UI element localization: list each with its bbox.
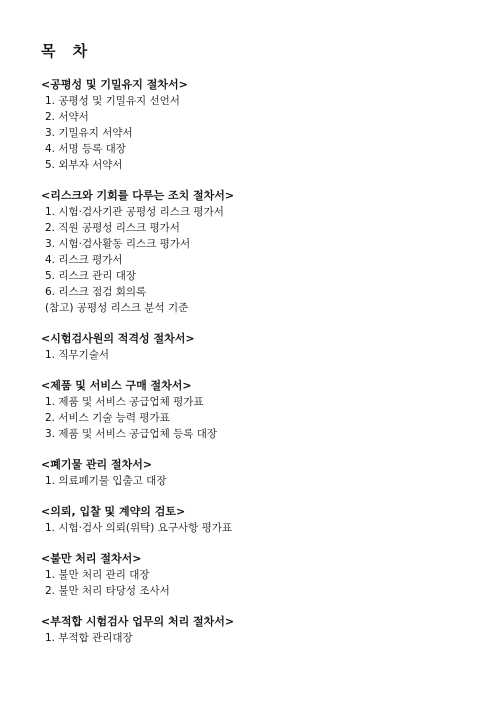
toc-section <box>41 614 471 646</box>
toc-item: 5. 외부자 서약서 <box>45 159 123 171</box>
toc-section <box>41 331 471 363</box>
toc-item: 2. 불만 처리 타당성 조사서 <box>45 585 170 597</box>
toc-item: 1. 부적합 관리대장 <box>45 632 133 644</box>
section-heading: <리스크와 기회를 다루는 조치 절차서> <box>41 189 235 202</box>
page-title: 목 차 <box>41 42 94 60</box>
toc-section <box>41 188 471 316</box>
toc-item: 4. 서명 등록 대장 <box>45 143 126 155</box>
toc-item: 6. 리스크 점검 회의록 <box>45 286 147 298</box>
table-of-contents <box>41 40 471 661</box>
section-heading: <공평성 및 기밀유지 절차서> <box>41 78 188 91</box>
toc-item: 1. 시험·검사 의뢰(위탁) 요구사항 평가표 <box>45 522 233 534</box>
toc-item: 1. 의료폐기물 입출고 대장 <box>45 475 167 487</box>
toc-item: 1. 공평성 및 기밀유지 선언서 <box>45 95 180 107</box>
toc-item: (참고) 공평성 리스크 분석 기준 <box>45 302 189 314</box>
section-heading: <제품 및 서비스 구매 절차서> <box>41 379 192 392</box>
toc-item: 4. 리스크 평가서 <box>45 254 123 266</box>
toc-item: 1. 불만 처리 관리 대장 <box>45 569 150 581</box>
toc-section <box>41 457 471 489</box>
toc-section <box>41 378 471 442</box>
toc-item: 5. 리스크 관리 대장 <box>45 270 137 282</box>
toc-item: 2. 서약서 <box>45 111 89 123</box>
section-heading: <폐기물 관리 절차서> <box>41 458 153 471</box>
toc-item: 1. 직무기술서 <box>45 349 110 361</box>
toc-section <box>41 551 471 599</box>
toc-item: 2. 서비스 기술 능력 평가표 <box>45 412 170 424</box>
section-heading: <부적합 시험검사 업무의 처리 절차서> <box>41 615 235 628</box>
toc-item: 3. 시험·검사활동 리스크 평가서 <box>45 238 191 250</box>
section-heading: <시험검사원의 적격성 절차서> <box>41 332 195 345</box>
toc-item: 3. 제품 및 서비스 공급업체 등록 대장 <box>45 428 218 440</box>
toc-item: 1. 제품 및 서비스 공급업체 평가표 <box>45 396 204 408</box>
toc-item: 2. 직원 공평성 리스크 평가서 <box>45 222 180 234</box>
toc-item: 1. 시험·검사기관 공평성 리스크 평가서 <box>45 206 224 218</box>
section-heading: <불만 처리 절차서> <box>41 552 142 565</box>
toc-section <box>41 504 471 536</box>
toc-section <box>41 77 471 173</box>
toc-item: 3. 기밀유지 서약서 <box>45 127 133 139</box>
section-heading: <의뢰, 입찰 및 계약의 검토> <box>41 505 186 518</box>
